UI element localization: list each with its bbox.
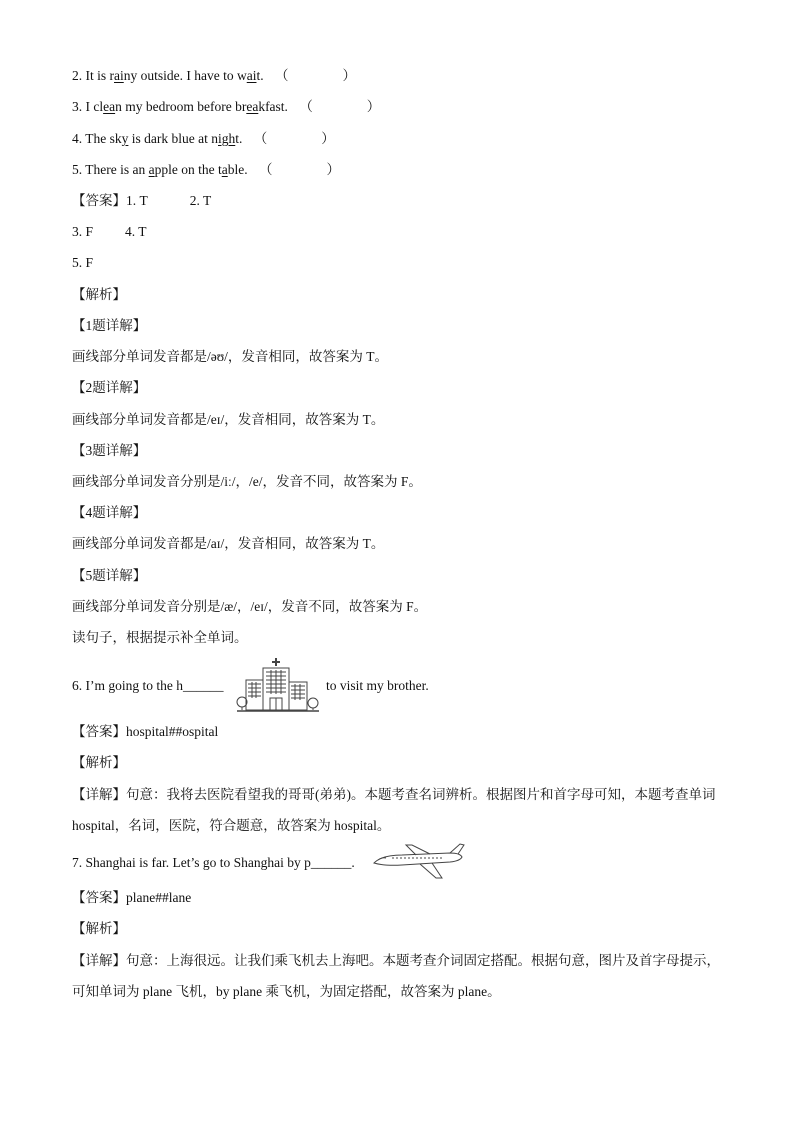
question-3: 3. I clean my bedroom before breakfast. （ ） — [72, 97, 380, 117]
fill-blank: ______ — [183, 678, 224, 693]
detail-1-title: 【1题详解】 — [72, 318, 147, 333]
detail-5-title: 【5题详解】 — [72, 568, 147, 583]
answer-paren: （ ） — [253, 131, 335, 146]
q6-analysis-label: 【解析】 — [72, 755, 126, 770]
q6-answer: 【答案】hospital##ospital — [72, 724, 219, 739]
question-4: 4. The sky is dark blue at night. （ ） — [72, 129, 335, 149]
answer-paren: （ ） — [275, 68, 356, 83]
question-2: 2. It is rainy outside. I have to wait. （ ） — [72, 66, 356, 86]
instruction: 读句子，根据提示补全单词。 — [72, 630, 248, 645]
detail-4-title: 【4题详解】 — [72, 505, 147, 520]
answer-line-1: 【答案】1. T 2. T — [72, 193, 212, 208]
question-5: 5. There is an apple on the table. （ ） — [72, 160, 340, 180]
answer-paren: （ ） — [299, 99, 381, 114]
detail-3-text: 画线部分单词发音分别是/iː/，/e/，发音不同，故答案为 F。 — [72, 474, 422, 489]
detail-4-text: 画线部分单词发音都是/aɪ/，发音相同，故答案为 T。 — [72, 536, 385, 551]
hospital-icon — [236, 656, 320, 719]
question-6-after: to visit my brother. — [326, 678, 429, 693]
answer-line-2: 3. F 4. T — [72, 224, 147, 239]
detail-5-text: 画线部分单词发音分别是/æ/，/eɪ/，发音不同，故答案为 F。 — [72, 599, 428, 614]
q6-detail: 【详解】句意：我将去医院看望我的哥哥(弟弟)。本题考查名词辨析。根据图片和首字母可知，本题考查单词 hospital，名词，医院，符合题意，故答案为 hospital。 — [72, 787, 716, 833]
detail-1-text: 画线部分单词发音都是/əʊ/，发音相同，故答案为 T。 — [72, 349, 389, 364]
q7-detail: 【详解】句意：上海很远。让我们乘飞机去上海吧。本题考查介词固定搭配。根据句意，图片及首字母提示，可知单词为 plane 飞机，by plane 乘飞机，为固定搭配，故答案为 plane。 — [72, 953, 720, 999]
airplane-icon — [372, 841, 466, 886]
q7-answer: 【答案】plane##lane — [72, 890, 192, 905]
answer-paren: （ ） — [259, 162, 340, 177]
question-7: 7. Shanghai is far. Let’s go to Shanghai by p______. — [72, 853, 355, 873]
analysis-label: 【解析】 — [72, 287, 126, 302]
detail-3-title: 【3题详解】 — [72, 443, 147, 458]
detail-2-text: 画线部分单词发音都是/eɪ/，发音相同，故答案为 T。 — [72, 412, 385, 427]
q7-analysis-label: 【解析】 — [72, 921, 126, 936]
answer-line-3: 5. F — [72, 255, 94, 270]
detail-2-title: 【2题详解】 — [72, 380, 147, 395]
fill-blank: ______. — [310, 855, 355, 870]
question-6: 6. I’m going to the h______ — [72, 676, 224, 696]
